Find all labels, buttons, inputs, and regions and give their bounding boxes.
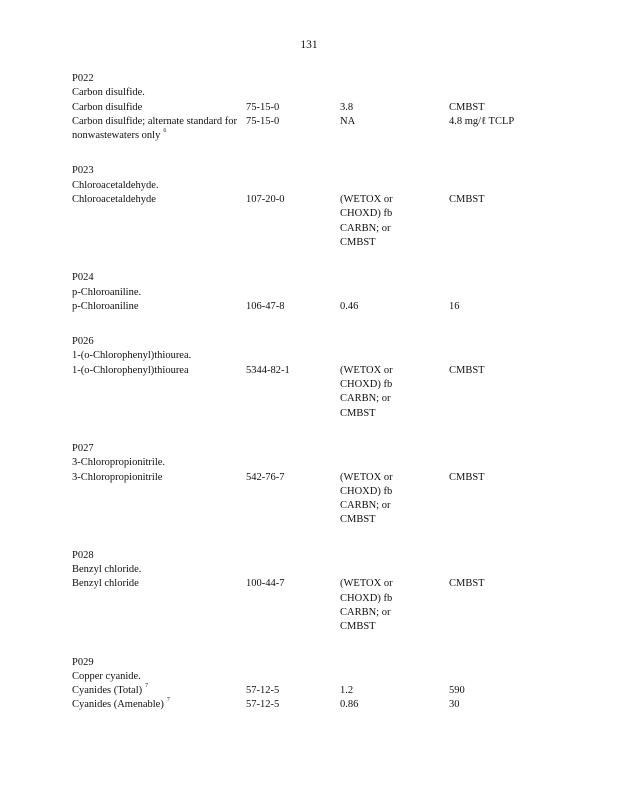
constituent-name: Benzyl chloride bbox=[72, 578, 139, 590]
constituent-cell bbox=[72, 698, 246, 712]
waste-code: P024 bbox=[72, 272, 94, 284]
constituent-cell bbox=[72, 101, 246, 115]
waste-code: P023 bbox=[72, 165, 94, 177]
wastewater-standard: NA bbox=[340, 115, 356, 127]
wastewater-standard: (WETOX or CHOXD) fb CARBN; or CMBST bbox=[340, 194, 393, 248]
waste-entry bbox=[72, 72, 552, 143]
constituent-name: Carbon disulfide bbox=[72, 101, 143, 113]
constituent-row bbox=[72, 300, 552, 314]
constituent-row bbox=[72, 684, 552, 698]
footnote-ref: 7 bbox=[145, 683, 149, 690]
constituent-row bbox=[72, 115, 552, 144]
constituent-cell bbox=[72, 471, 246, 485]
constituent-name: p-Chloroaniline bbox=[72, 300, 139, 312]
waste-name: Benzyl chloride. bbox=[72, 564, 142, 576]
constituent-row bbox=[72, 471, 552, 528]
waste-entry bbox=[72, 335, 552, 421]
wastewater-standard: 1.2 bbox=[340, 685, 354, 697]
constituent-row bbox=[72, 698, 552, 712]
cas-number: 57-12-5 bbox=[246, 685, 280, 697]
nonwastewater-standard: 16 bbox=[449, 300, 460, 312]
waste-entry bbox=[72, 271, 552, 314]
constituent-name: Cyanides (Total) bbox=[72, 685, 143, 697]
nonwastewater-standard: 30 bbox=[449, 699, 460, 711]
cas-number: 75-15-0 bbox=[246, 101, 280, 113]
waste-code: P029 bbox=[72, 656, 94, 668]
wastewater-standard: 0.46 bbox=[340, 300, 359, 312]
waste-name: Chloroacetaldehyde. bbox=[72, 179, 159, 191]
constituent-name: Carbon disulfide; alternate standard for nonwastewaters only bbox=[72, 115, 238, 142]
cas-number: 5344-82-1 bbox=[246, 364, 290, 376]
nonwastewater-standard: CMBST bbox=[449, 364, 485, 376]
constituent-cell bbox=[72, 115, 246, 144]
waste-code: P028 bbox=[72, 549, 94, 561]
cas-number: 542-76-7 bbox=[246, 471, 285, 483]
waste-name: 1-(o-Chlorophenyl)thiourea. bbox=[72, 350, 192, 362]
waste-entry bbox=[72, 164, 552, 250]
waste-name: Copper cyanide. bbox=[72, 670, 141, 682]
cas-number: 107-20-0 bbox=[246, 194, 285, 206]
constituent-name: Chloroacetaldehyde bbox=[72, 194, 156, 206]
waste-entry bbox=[72, 549, 552, 635]
waste-code: P027 bbox=[72, 442, 94, 454]
constituent-row bbox=[72, 193, 552, 250]
cas-number: 57-12-5 bbox=[246, 699, 280, 711]
waste-code-entries bbox=[72, 72, 552, 734]
cas-number: 100-44-7 bbox=[246, 578, 285, 590]
waste-code: P026 bbox=[72, 336, 94, 348]
nonwastewater-standard: CMBST bbox=[449, 471, 485, 483]
constituent-name: 1-(o-Chlorophenyl)thiourea bbox=[72, 364, 189, 376]
nonwastewater-standard: 4.8 mg/ℓ TCLP bbox=[449, 115, 515, 127]
constituent-name: Cyanides (Amenable) bbox=[72, 699, 164, 711]
waste-entry bbox=[72, 656, 552, 713]
waste-name: Carbon disulfide. bbox=[72, 87, 145, 99]
waste-entry bbox=[72, 442, 552, 528]
nonwastewater-standard: 590 bbox=[449, 685, 465, 697]
constituent-row bbox=[72, 577, 552, 634]
footnote-ref: 6 bbox=[163, 128, 167, 135]
page-number: 131 bbox=[300, 39, 318, 51]
constituent-row bbox=[72, 364, 552, 421]
waste-name: p-Chloroaniline. bbox=[72, 286, 142, 298]
constituent-cell bbox=[72, 684, 246, 698]
constituent-cell bbox=[72, 577, 246, 591]
constituent-cell bbox=[72, 364, 246, 378]
constituent-cell bbox=[72, 193, 246, 207]
cas-number: 75-15-0 bbox=[246, 115, 280, 127]
nonwastewater-standard: CMBST bbox=[449, 194, 485, 206]
nonwastewater-standard: CMBST bbox=[449, 578, 485, 590]
wastewater-standard: 3.8 bbox=[340, 101, 354, 113]
constituent-name: 3-Chloropropionitrile bbox=[72, 471, 163, 483]
waste-code: P022 bbox=[72, 73, 94, 84]
waste-name: 3-Chloropropionitrile. bbox=[72, 457, 166, 469]
wastewater-standard: (WETOX or CHOXD) fb CARBN; or CMBST bbox=[340, 578, 393, 633]
wastewater-standard: (WETOX or CHOXD) fb CARBN; or CMBST bbox=[340, 364, 393, 419]
constituent-row bbox=[72, 101, 552, 115]
nonwastewater-standard: CMBST bbox=[449, 101, 485, 113]
wastewater-standard: 0.86 bbox=[340, 699, 359, 711]
constituent-cell bbox=[72, 300, 246, 314]
wastewater-standard: (WETOX or CHOXD) fb CARBN; or CMBST bbox=[340, 471, 393, 526]
footnote-ref: 7 bbox=[166, 697, 170, 704]
cas-number: 106-47-8 bbox=[246, 300, 285, 312]
